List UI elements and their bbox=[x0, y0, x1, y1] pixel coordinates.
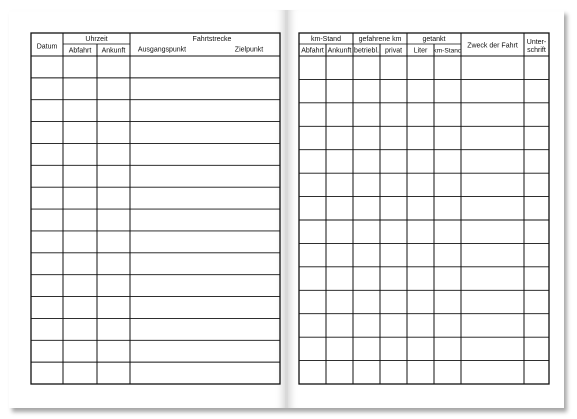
km-abfahrt-header: Abfahrt bbox=[301, 47, 324, 55]
right-row-lines bbox=[299, 79, 549, 360]
left-row-lines bbox=[31, 78, 280, 362]
liter-header: Liter bbox=[413, 47, 428, 55]
unterschrift-header-line1: Unter- bbox=[526, 39, 547, 46]
ankunft-header: Ankunft bbox=[101, 47, 126, 55]
getankt-header: getankt bbox=[422, 36, 446, 43]
betriebl-header: betriebl. bbox=[354, 47, 379, 55]
fahrtstrecke-header: Fahrtstrecke bbox=[192, 36, 232, 43]
zielpunkt-header: Zielpunkt bbox=[234, 46, 264, 54]
privat-header: privat bbox=[384, 47, 403, 55]
km-ankunft-header: Ankunft bbox=[327, 47, 352, 55]
abfahrt-header: Abfahrt bbox=[68, 47, 92, 55]
ausgangspunkt-header: Ausgangspunkt bbox=[137, 46, 187, 54]
datum-header: Datum bbox=[36, 43, 58, 51]
zweck-header: Zweck der Fahrt bbox=[467, 42, 518, 50]
getankt-km-stand-header: km-Stand bbox=[433, 47, 462, 55]
gefahrene-km-header: gefahrene km bbox=[358, 36, 402, 43]
unterschrift-header-line2: schrift bbox=[527, 47, 546, 54]
right-table bbox=[299, 33, 549, 384]
left-table bbox=[31, 33, 280, 384]
right-header-labels bbox=[301, 36, 547, 55]
km-stand-header: km-Stand bbox=[311, 36, 341, 43]
uhrzeit-header: Uhrzeit bbox=[85, 36, 108, 43]
left-header-labels bbox=[37, 36, 264, 55]
